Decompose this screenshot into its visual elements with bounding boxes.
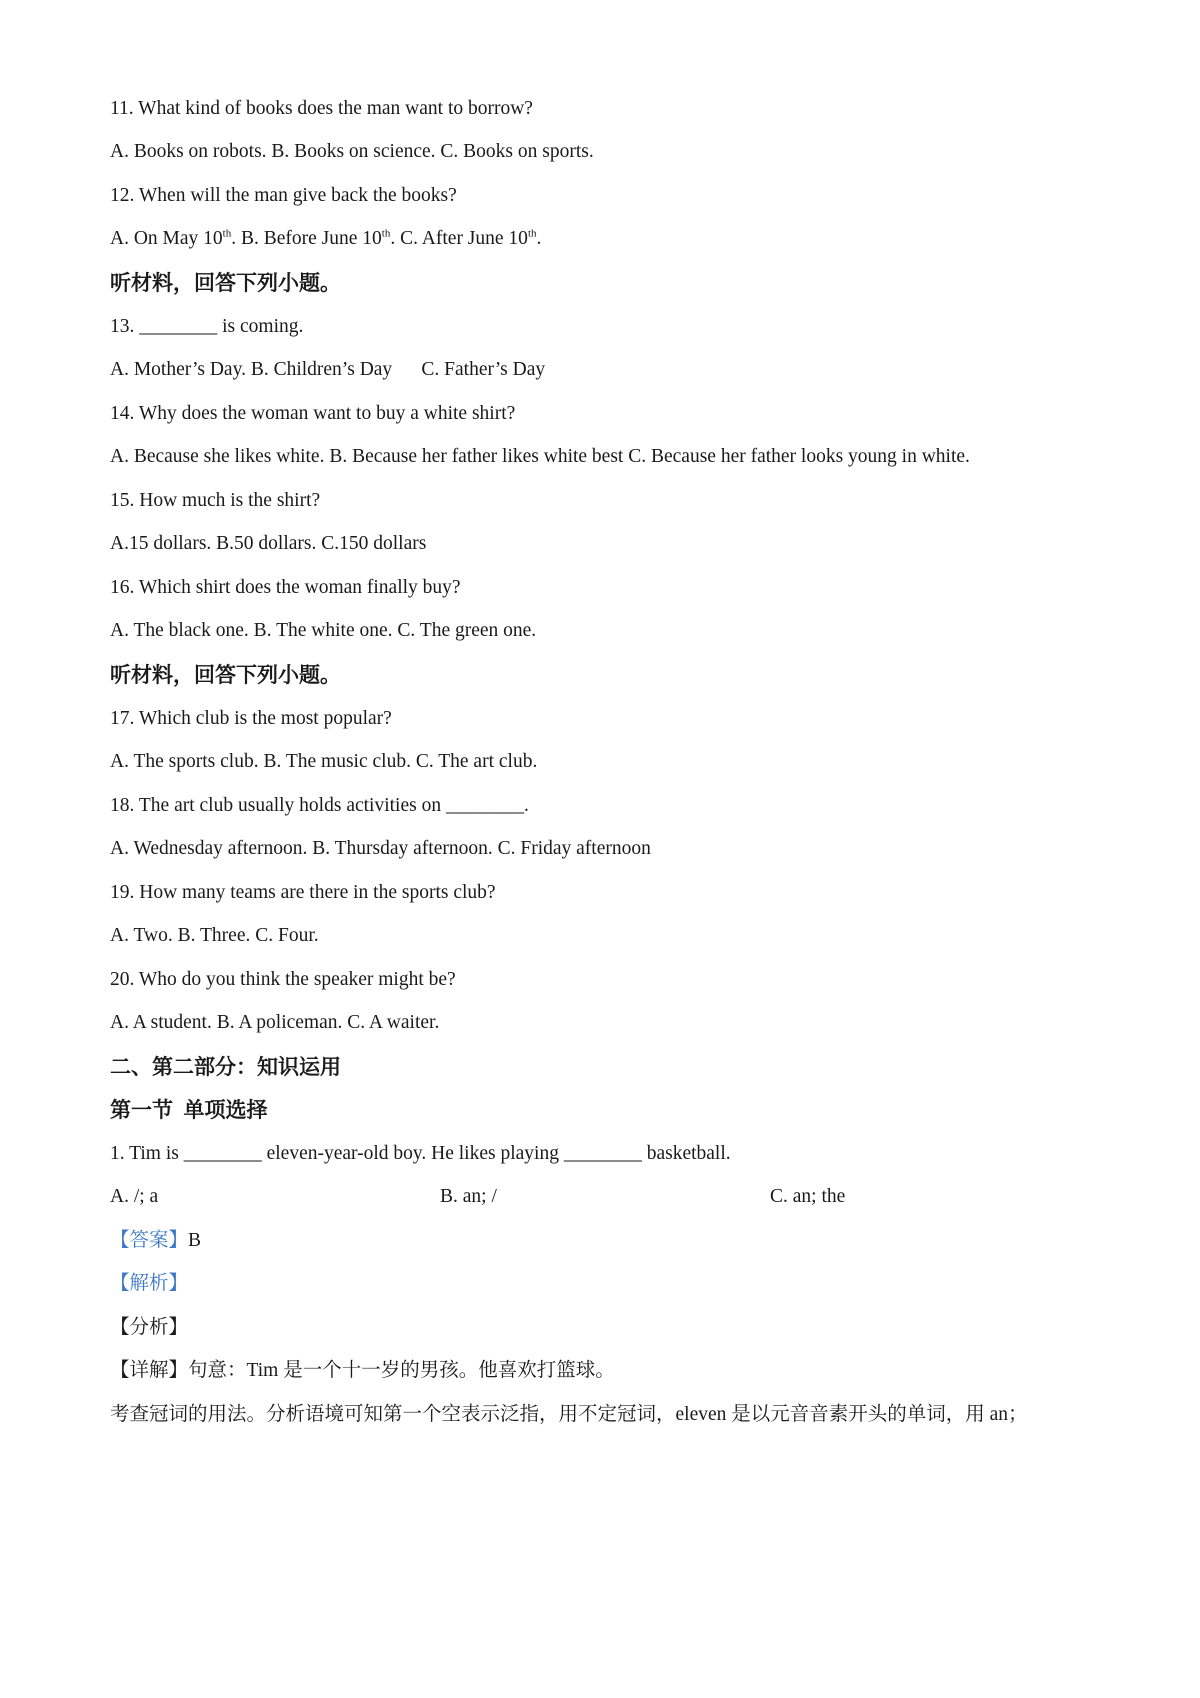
- mc1-option-a: A. /; a: [110, 1186, 159, 1207]
- q12-end: .: [536, 228, 542, 249]
- q12-option-a: A. On May 10: [110, 228, 223, 249]
- q14-question: 14. Why does the woman want to buy a white shirt?: [110, 403, 516, 424]
- section-heading-listening-1: 听材料，回答下列小题。: [110, 271, 341, 295]
- q11-question: 11. What kind of books does the man want to borrow?: [110, 98, 533, 119]
- q13-options: A. Mother’s Day. B. Children’s Day C. Father’s Day: [110, 359, 546, 380]
- q20-question: 20. Who do you think the speaker might be?: [110, 969, 456, 990]
- q12-sup-c: th: [527, 227, 537, 240]
- answer-line: [110, 1228, 1120, 1254]
- mc1-question: 1. Tim is ________ eleven-year-old boy. He likes playing ________ basketball.: [110, 1143, 731, 1164]
- analysis-label: 【解析】: [110, 1273, 189, 1294]
- fenxi-label: 【分析】: [110, 1317, 189, 1338]
- q14-options: A. Because she likes white. B. Because her father likes white best C. Because her father looks young in white.: [110, 446, 970, 467]
- q12-options: [110, 226, 1120, 252]
- q16-question: 16. Which shirt does the woman finally buy?: [110, 577, 461, 598]
- q11-options: A. Books on robots. B. Books on science. C. Books on sports.: [110, 141, 594, 162]
- q17-options: A. The sports club. B. The music club. C. The art club.: [110, 751, 538, 772]
- part2-title: 二、第二部分：知识运用: [110, 1055, 341, 1079]
- detail-label: 【详解】: [110, 1360, 189, 1381]
- q12-option-c: . C. After June 10: [390, 228, 528, 249]
- q12-question: 12. When will the man give back the books?: [110, 185, 457, 206]
- q15-question: 15. How much is the shirt?: [110, 490, 321, 511]
- q17-question: 17. Which club is the most popular?: [110, 708, 392, 729]
- answer-label: 【答案】: [110, 1230, 189, 1251]
- q18-question: 18. The art club usually holds activities on ________.: [110, 795, 529, 816]
- q12-option-b: . B. Before June 10: [231, 228, 382, 249]
- q18-options: A. Wednesday afternoon. B. Thursday afternoon. C. Friday afternoon: [110, 838, 651, 859]
- q19-options: A. Two. B. Three. C. Four.: [110, 925, 319, 946]
- answer-value: B: [188, 1230, 202, 1251]
- q16-options: A. The black one. B. The white one. C. The green one.: [110, 620, 537, 641]
- explain-text: 考查冠词的用法。分析语境可知第一个空表示泛指，用不定冠词，eleven 是以元音音素开头的单词，用 an；: [110, 1404, 1028, 1425]
- q19-question: 19. How many teams are there in the sports club?: [110, 882, 496, 903]
- q13-question: 13. ________ is coming.: [110, 316, 304, 337]
- q12-sup-a: th: [222, 227, 232, 240]
- mc1-option-c: C. an; the: [770, 1186, 846, 1207]
- q12-sup-b: th: [381, 227, 391, 240]
- section-heading-listening-2: 听材料，回答下列小题。: [110, 663, 341, 687]
- q20-options: A. A student. B. A policeman. C. A waiter.: [110, 1012, 440, 1033]
- detail-text: 句意：Tim 是一个十一岁的男孩。他喜欢打篮球。: [188, 1360, 615, 1381]
- mc1-option-b: B. an; /: [440, 1186, 497, 1207]
- part2-section-title: 第一节 单项选择: [110, 1098, 268, 1122]
- detail-line: [110, 1358, 1120, 1384]
- mc1-options: [110, 1184, 1120, 1210]
- q15-options: A.15 dollars. B.50 dollars. C.150 dollars: [110, 533, 427, 554]
